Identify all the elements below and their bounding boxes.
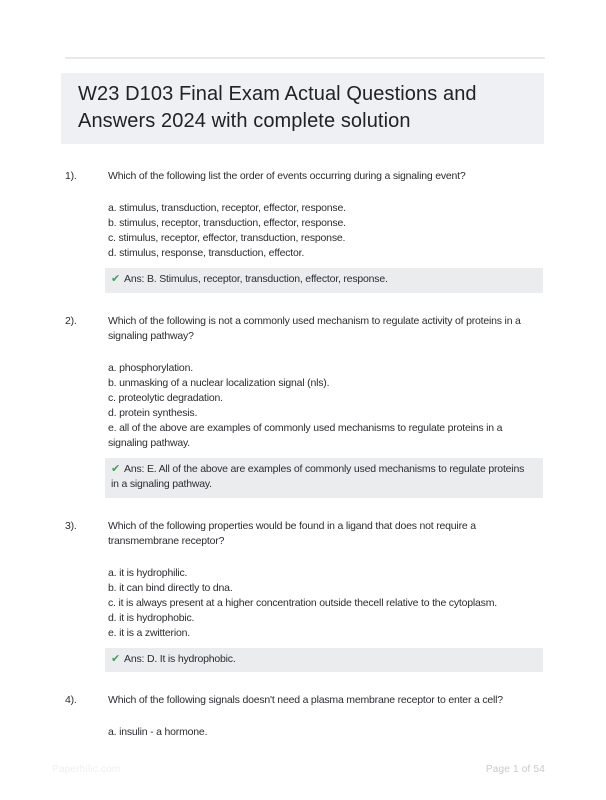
option-item: d. stimulus, response, transduction, effector.: [108, 247, 305, 259]
option-item: c. it is always present at a higher concentration outside thecell relative to the cytoplasm.: [108, 596, 497, 609]
top-divider: [65, 57, 545, 59]
check-icon: ✔: [111, 273, 121, 285]
answer-text: Ans: D. It is hydrophobic.: [124, 652, 236, 665]
question-number: 4).: [65, 694, 77, 706]
answer-box: [105, 458, 543, 498]
question-block: [61, 314, 545, 498]
option-list: [108, 566, 523, 641]
option-item: b. it can bind directly to dna.: [108, 581, 233, 594]
question-body: [108, 169, 523, 293]
answer-text: Ans: B. Stimulus, receptor, transduction, effector, response.: [124, 273, 388, 285]
document-page: [61, 73, 545, 761]
question-number: 3).: [65, 519, 77, 532]
option-item: d. it is hydrophobic.: [108, 611, 195, 624]
check-icon: ✔: [111, 652, 121, 665]
question-block: [61, 519, 545, 673]
answer-box: [105, 648, 543, 673]
title-box: [61, 73, 544, 144]
option-list: [108, 361, 523, 451]
question-body: [108, 519, 523, 673]
option-item: a. stimulus, transduction, receptor, effector, response.: [108, 202, 346, 214]
option-item: b. unmasking of a nuclear localization signal (nls).: [108, 376, 330, 389]
option-list: [108, 725, 523, 740]
question-text: Which of the following is not a commonly used mechanism to regulate activity of proteins in a signaling pathway?: [108, 314, 521, 342]
answer-text: Ans: E. All of the above are examples of commonly used mechanisms to regulate proteins in a signaling pathway.: [111, 462, 525, 490]
option-list: [108, 201, 523, 261]
question-number: 1).: [65, 170, 77, 182]
question-list: [61, 169, 545, 740]
option-item: e. all of the above are examples of commonly used mechanisms to regulate proteins in a signaling pathway.: [108, 421, 503, 449]
question-block: [61, 693, 545, 740]
page-title: W23 D103 Final Exam Actual Questions and Answers 2024 with complete solution: [78, 83, 477, 132]
check-icon: ✔: [111, 462, 121, 475]
option-item: d. protein synthesis.: [108, 406, 198, 419]
option-item: c. stimulus, receptor, effector, transduction, response.: [108, 232, 346, 244]
question-text: Which of the following signals doesn't need a plasma membrane receptor to enter a cell?: [108, 694, 503, 706]
question-text: Which of the following list the order of events occurring during a signaling event?: [108, 170, 466, 182]
option-item: a. it is hydrophilic.: [108, 566, 188, 579]
option-item: e. it is a zwitterion.: [108, 626, 190, 639]
question-block: [61, 169, 545, 293]
watermark: Paperhilic.com: [52, 764, 121, 775]
option-item: c. proteolytic degradation.: [108, 391, 223, 404]
question-number: 2).: [65, 314, 77, 327]
question-body: [108, 693, 523, 740]
answer-box: [105, 268, 543, 293]
question-text: Which of the following properties would be found in a ligand that does not require a transmembrane receptor?: [108, 519, 476, 547]
option-item: a. insulin - a hormone.: [108, 726, 208, 738]
option-item: b. stimulus, receptor, transduction, effector, response.: [108, 217, 346, 229]
question-body: [108, 314, 523, 498]
page-number-label: Page 1 of 54: [485, 764, 545, 775]
option-item: a. phosphorylation.: [108, 361, 193, 374]
